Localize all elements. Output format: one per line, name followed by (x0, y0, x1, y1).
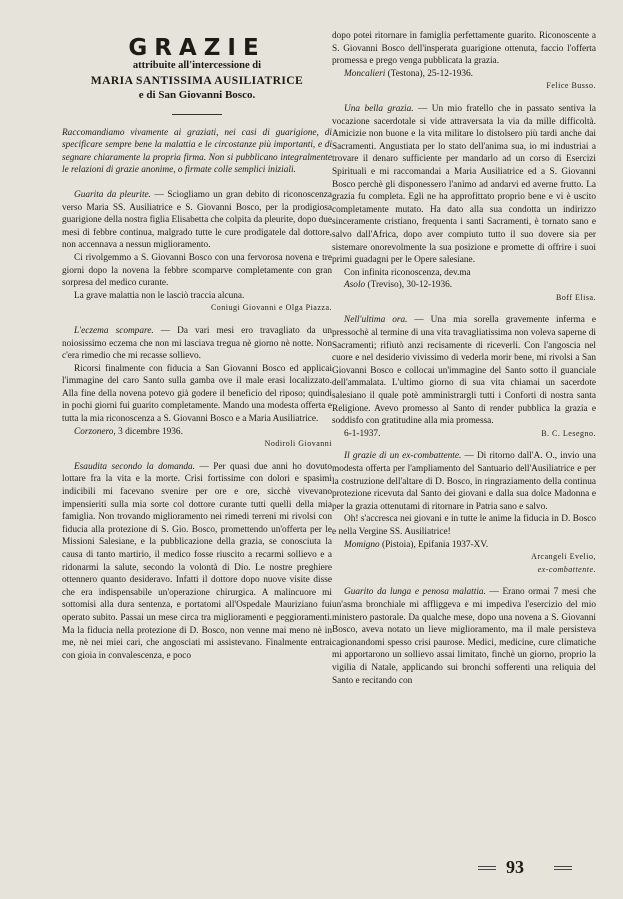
page-dedication: MARIA SANTISSIMA AUSILIATRICE (90, 73, 304, 87)
entry-text: — Un mio fratello che in passato sentiva la vocazione sacerdotale si vide attraversata la via da mille difficoltà. Amicizie non buone e la vita militare lo distolsero più tardi anche dai Sacramenti. Angustiata per lo stato dell'anima sua, io mi industriai a trovare il denaro sufficiente per mandarlo ad un corso di Esercizi Spirituali e mi raccomandai a Maria Ausiliatrice ed a S. Giovanni Bosco perchè gli disponessero l'animo ad andarvi ed averne frutto. La grazia fu completa. Egli ne ha approfittato proprio bene e vi è uscito completamente mutato. Ha dato alla sua condotta un indirizzo sinceramente cristiano, frequenta i santi Sacramenti, è tornato sano e salvo dall'Africa, dopo aver compiuto tutto il suo dovere sia per sistemare onorevolmente la sua posizione e promette di offrire i suoi primi guadagni per le Opere salesiane. (332, 103, 596, 266)
entry-date: (Treviso), 30-12-1936. (367, 280, 453, 291)
entry-place-date (62, 426, 332, 439)
grace-entry-bella-grazia (332, 103, 596, 305)
entry-place: Corzonero, (74, 426, 116, 437)
left-column (62, 30, 332, 672)
entry-date: 6-1-1937. (344, 428, 381, 439)
page-number-ornament-left (478, 866, 496, 872)
entry-signature: Coniugi Giovanni e Olga Piazza. (210, 303, 332, 313)
entry-text: Con infinita riconoscenza, dev.ma (344, 267, 471, 278)
grace-entry-pleurite (62, 189, 332, 315)
entry-place-date (332, 68, 596, 81)
entry-signature: Arcangeli Evelio, (531, 552, 596, 562)
entry-date: (Pistoia), Epifania 1937-XV. (381, 539, 489, 550)
page-header (62, 35, 332, 102)
entry-signature: B. C. Lesegno. (541, 428, 596, 438)
entry-title: Guarita da pleurite. (74, 189, 151, 200)
entry-place-date (332, 539, 596, 552)
entry-text: Ci rivolgemmo a S. Giovanni Bosco con una fervorosa novena e tre giorni dopo la novena la febbre scomparve completamente con gran sorpresa del medico curante. (62, 252, 332, 289)
entry-text: Ricorsi finalmente con fiducia a San Giovanni Bosco ed applicai l'immagine del caro Santo sulla gamba ove il male erasi localizzato. Alla fine della novena potevo già godere il beneficio del riposo; quindi in pochi giorni fui guarito completamente. Mando una modesta offerta e tutta la mia riconoscenza a S. Giovanni Bosco e a Maria Ausiliatrice. (62, 363, 332, 425)
page-dedication-saint: e di San Giovanni Bosco. (138, 88, 256, 101)
entry-signature: Felice Busso. (546, 81, 596, 91)
entry-title: Nell'ultima ora. (344, 315, 408, 326)
grace-entry-ultima-ora (332, 314, 596, 440)
entry-place-date (332, 279, 596, 292)
grace-entry-ex-combattente (332, 450, 596, 576)
entry-text: — Erano ormai 7 mesi che un'asma bronchiale mi affliggeva e mi impediva l'esercizio del mio ministero pastorale. Da qualche mese, dopo una novena a S. Giovanni Bosco, aveva notato un lieve miglioramento, ma il male persisteva cagionandomi spesso crisi paurose. Medici, medicine, cure climatiche mi apportarono un sollievo assai limitato, finchè un giorno, proprio la vigilia di Natale, applicando sui bronchi sofferenti una reliquia del Santo e recitando con (332, 587, 596, 686)
entry-text: — Di ritorno dall'A. O., invio una modesta offerta per l'ampliamento del Santuario dell'Ausiliatrice e per la costruzione dell'altare di D. Bosco, in ringraziamento della continua protezione ricevuta dal Santo dei giovani e dalla sua dolce Madonna e per la grazia ottenutami di ritornare in Patria sano e salvo. (332, 451, 596, 512)
grace-entry-asma (332, 586, 596, 687)
entry-date: 3 dicembre 1936. (118, 426, 183, 437)
entry-title: Una bella grazia. (344, 103, 414, 114)
grace-entry-esaudita (62, 461, 332, 663)
entry-place: Momigno (344, 539, 380, 550)
header-divider (172, 114, 222, 115)
grace-entry-esaudita-continued (332, 30, 596, 93)
entry-text: — Da vari mesi ero travagliato da un noiosissimo eczema che non mi lasciava tregua nè giorno nè notte. Non c'era rimedio che mi recasse sollievo. (62, 325, 332, 362)
entry-place: Moncalieri (344, 68, 386, 79)
entry-date: (Testona), 25-12-1936. (387, 68, 473, 79)
page-subtitle: attribuite all'intercessione di (132, 59, 262, 71)
entry-title: Esaudita secondo la domanda. (74, 461, 196, 472)
grace-entry-eczema (62, 325, 332, 451)
editorial-notice: Raccomandiamo vivamente ai graziati, nei casi di guarigione, di specificare sempre bene la malattia e le circostanze più importanti, e di segnare chiaramente la propria firma. Non si pubblicano integralmente le relazioni di grazie anonime, o firmate colle semplici iniziali. (62, 127, 332, 176)
right-column (332, 30, 596, 697)
entry-title: L'eczema scompare. (74, 325, 154, 336)
entry-text: — Per quasi due anni ho dovuto lottare fra la vita e la morte. Crisi fortissime con dolori e spasimi indicibili mi facevano svenire per ore e ore, sicchè vivevano impensieriti sulla mia sorte col dottore curante tutti quelli della mia famiglia. Non trovando miglioramento nei rimedi terreni mi rivolsi con fiducia alla protezione di S. Gio. Bosco, promettendo un'offerta per le Missioni Salesiane, e la pubblicazione della grazia, se conosciuta la causa di tanto martirio, il medico fosse riuscito a recarmi sollievo e a ridonarmi la salute, secondo la volontà di Dio. Le nostre preghiere ottennero quanto desideravo. Infatti il dottore dopo nuove visite disse che era indispensabile un'operazione chirurgica. A malincuore mi sottomisi alla dura sentenza, e portatomi all'Ospedale Mauriziano fui operato subito. Passai un mese circa tra miglioramenti e peggioramenti. Ma la fiducia nella protezione di D. Bosco, non venne mai meno nè in me, nè nei miei cari, che angosciati mi assistevano. Finalmente entrai con gioia in convalescenza, e poco (62, 461, 333, 661)
entry-text: — Una mia sorella gravemente inferma e pressochè al termine di una vita travagliatissima non voleva saperne di Sacramenti; rifiutò anzi recisamente di riceverli. Con l'angoscia nel cuore e nel desiderio vivissimo di vederla morir bene, mi rivolsi a San Giovanni Bosco e collocai un'immagine del Santo sotto il guanciale dell'ammalata. L'ultimo giorno di sua vita chiamai un sacerdote salesiano il quale potè amministrargli tutti i Conforti di nostra santa Religione. Avevo promesso al Santo di render pubblica la grazia e soddisfo con gratitudine alla mia promessa. (332, 315, 596, 427)
page-title: GRAZIE (128, 35, 266, 61)
entry-text: — Sciogliamo un gran debito di riconoscenza verso Maria SS. Ausiliatrice e S. Giovanni Bosco, per la prodigiosa guarigione della nostra figlia Elisabetta che colpita da pleurite, dopo due mesi di febbre continua, malgrado tutte le cure prodigatele dal dottore, non accennava a nessun miglioramento. (62, 189, 332, 251)
page-number: 93 (506, 857, 524, 877)
entry-text: La grave malattia non le lasciò traccia alcuna. (74, 290, 245, 301)
entry-signature: Nodiroli Giovanni (264, 439, 332, 449)
entry-text: Oh! s'accresca nei giovani e in tutte le anime la fiducia in D. Bosco e nella Vergine SS. Ausiliatrice! (332, 514, 596, 537)
entry-date-signature (332, 428, 596, 441)
entry-signature: Boff Elisa. (555, 292, 596, 302)
entry-text: dopo potei ritornare in famiglia perfettamente guarito. Riconoscente a S. Giovanni Bosco dell'insperata guarigione ottenuta, faccio l'offerta promessa e prego venga pubblicata la grazia. (332, 31, 596, 67)
entry-signature-role: ex-combattente. (537, 564, 596, 574)
entry-title: Guarito da lunga e penosa malattia. (344, 587, 486, 598)
entry-place: Asolo (344, 280, 366, 291)
entry-title: Il grazie di un ex-combattente. (344, 451, 462, 462)
page-number-ornament-right (554, 866, 572, 872)
